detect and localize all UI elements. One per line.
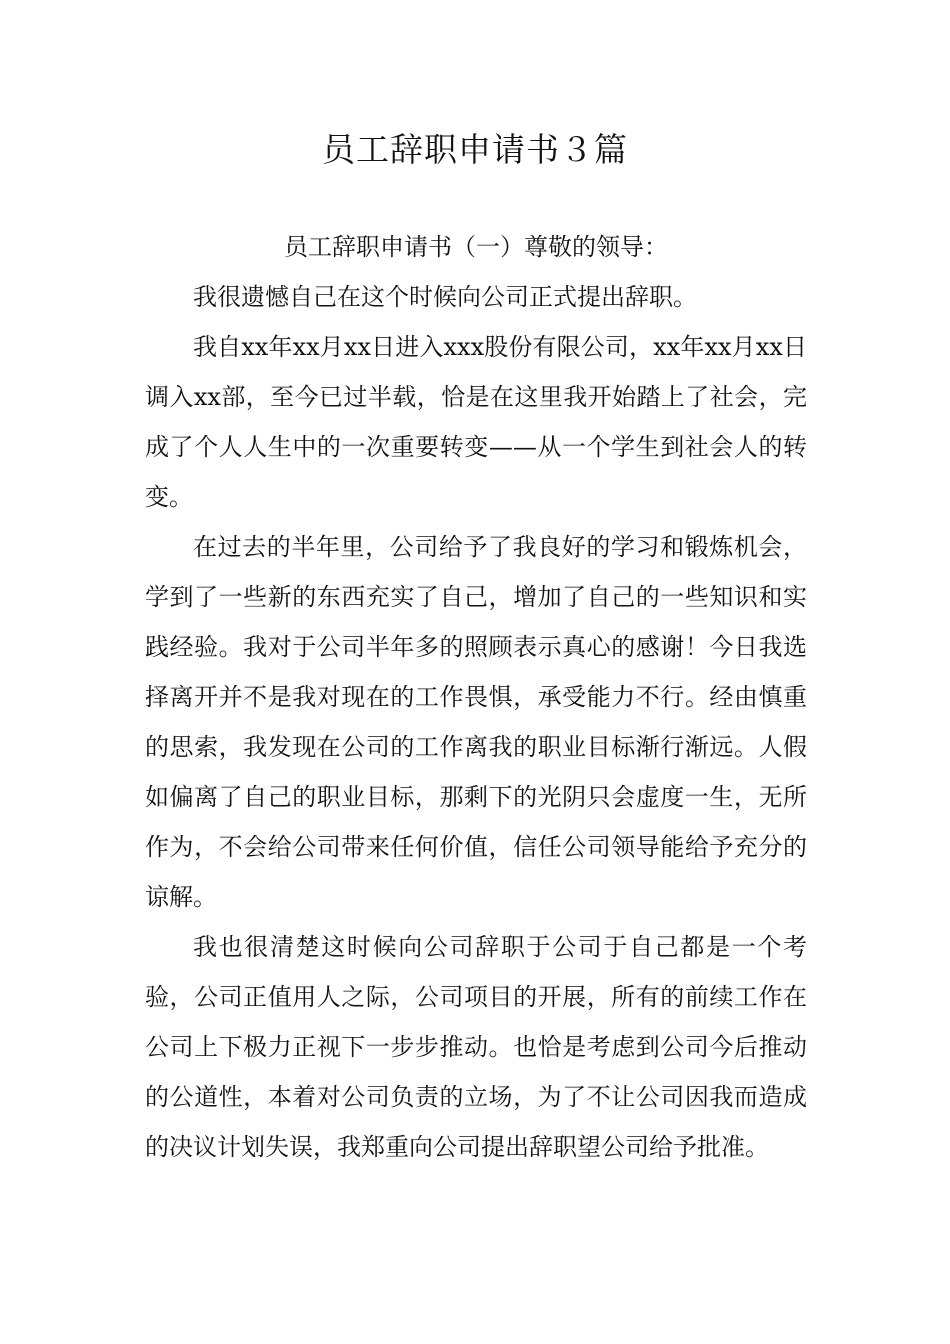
salutation-line: 员工辞职申请书（一）尊敬的领导： [284, 233, 668, 261]
paragraph: 在过去的半年里，公司给予了我良好的学习和锻炼机会，学到了一些新的东西充实了自己，增加了自己的一些知识和实践经验。我对于公司半年多的照顾表示真心的感谢！今日我选择离开并不是我对现在的工作畏惧，承受能力不行。经由慎重的思索，我发现在公司的工作离我的职业目标渐行渐远。人假如偏离了自己的职业目标，那剩下的光阴只会虚度一生，无所作为，不会给公司带来任何价值，信任公司领导能给予充分的谅解。 [145, 533, 807, 911]
paragraph: 我很遗憾自己在这个时候向公司正式提出辞职。 [193, 283, 697, 311]
document-body [145, 222, 807, 1172]
document-title: 员工辞职申请书３篇 [322, 130, 628, 169]
paragraph: 我也很清楚这时候向公司辞职于公司于自己都是一个考验，公司正值用人之际，公司项目的开展，所有的前续工作在公司上下极力正视下一步步推动。也恰是考虑到公司今后推动的公道性，本着对公司负责的立场，为了不让公司因我而造成的决议计划失误，我郑重向公司提出辞职望公司给予批准。 [145, 933, 807, 1161]
paragraph: 我自xx年xx月xx日进入xxx股份有限公司，xx年xx月xx日调入xx部，至今已过半载，恰是在这里我开始踏上了社会，完成了个人人生中的一次重要转变——从一个学生到社会人的转变。 [145, 333, 807, 511]
